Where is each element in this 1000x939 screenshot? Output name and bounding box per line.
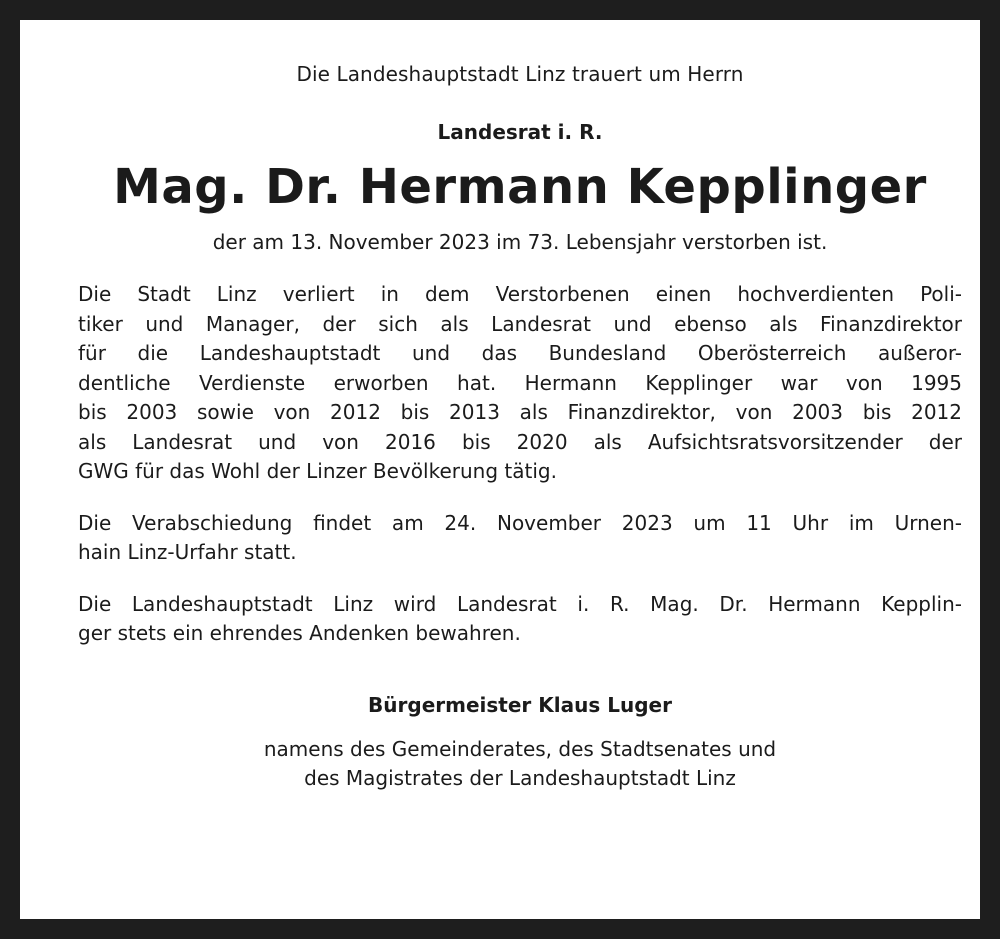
tribute-line: Die Stadt Linz verliert in dem Verstorbenen einen hochverdienten Poli-: [78, 282, 962, 306]
remembrance-paragraph: [78, 590, 962, 649]
tribute-line: bis 2003 sowie von 2012 bis 2013 als Finanzdirektor, von 2003 bis 2012: [78, 400, 962, 424]
farewell-paragraph: [78, 509, 962, 568]
tribute-line: tiker und Manager, der sich als Landesrat und ebenso als Finanzdirektor: [78, 311, 962, 336]
signer-name: Bürgermeister Klaus Luger: [368, 692, 672, 717]
tribute-line: für die Landeshauptstadt und das Bundesland Oberösterreich außeror-: [78, 341, 962, 365]
remembrance-line: ger stets ein ehrendes Andenken bewahren.: [78, 621, 521, 645]
title-rank: Landesrat i. R.: [437, 120, 603, 144]
tribute-line: dentliche Verdienste erworben hat. Hermann Kepplinger war von 1995: [78, 370, 962, 395]
council-lines: [78, 735, 962, 793]
deceased-name: Mag. Dr. Hermann Kepplinger: [113, 159, 927, 215]
tribute-line: GWG für das Wohl der Linzer Bevölkerung tätig.: [78, 459, 557, 483]
intro-line: Die Landeshauptstadt Linz trauert um Herrn: [296, 62, 744, 86]
council-line: namens des Gemeinderates, des Stadtsenates und: [263, 736, 777, 761]
death-line: der am 13. November 2023 im 73. Lebensjahr verstorben ist.: [212, 230, 828, 254]
obituary-content: [78, 60, 962, 793]
farewell-line: hain Linz-Urfahr statt.: [78, 540, 297, 564]
council-line: des Magistrates der Landeshauptstadt Linz: [304, 765, 736, 790]
remembrance-line: Die Landeshauptstadt Linz wird Landesrat i. R. Mag. Dr. Hermann Kepplin-: [78, 591, 962, 616]
tribute-paragraph: [78, 280, 962, 487]
tribute-line: als Landesrat und von 2016 bis 2020 als Aufsichtsratsvorsitzender der: [78, 429, 962, 454]
farewell-line: Die Verabschiedung findet am 24. November 2023 um 11 Uhr im Urnen-: [78, 510, 962, 535]
